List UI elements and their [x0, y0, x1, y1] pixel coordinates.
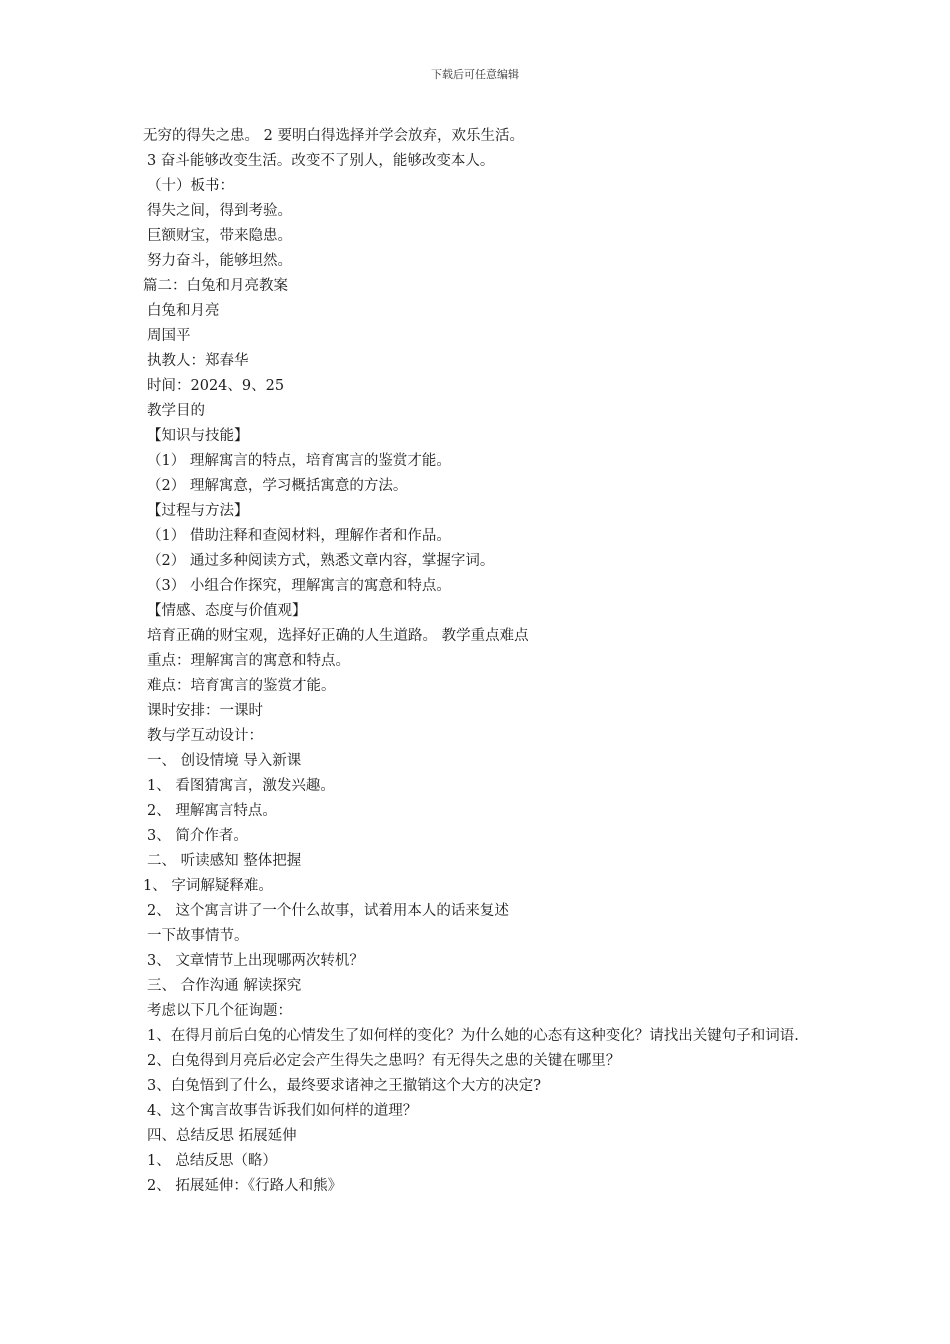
text-line: 3、 文章情节上出现哪两次转机？	[147, 953, 364, 969]
text-line: 周国平	[147, 328, 191, 344]
text-line: 4、这个寓言故事告诉我们如何样的道理？	[147, 1103, 418, 1119]
text-line: 难点：培育寓言的鉴赏才能。	[147, 678, 336, 694]
text-line: 3 奋斗能够改变生活。改变不了别人，能够改变本人。	[147, 153, 495, 169]
text-line: 二、 听读感知 整体把握	[147, 853, 302, 869]
page-header: 下载后可任意编辑	[431, 68, 519, 81]
text-line: 努力奋斗，能够坦然。	[147, 253, 292, 269]
text-line: 一下故事情节。	[147, 928, 249, 944]
text-line: 无穷的得失之患。 2 要明白得选择并学会放弃，欢乐生活。	[143, 128, 524, 144]
text-line: 教学目的	[147, 403, 205, 419]
text-line: 3、白兔悟到了什么，最终要求诸神之王撤销这个大方的决定?	[147, 1078, 541, 1094]
text-line: 1、 总结反思（略）	[147, 1153, 277, 1169]
text-line: 一、 创设情境 导入新课	[147, 753, 302, 769]
text-line: （十）板书：	[147, 178, 234, 194]
text-line: 2、 这个寓言讲了一个什么故事，试着用本人的话来复述	[147, 903, 509, 919]
text-line: 重点：理解寓言的寓意和特点。	[147, 653, 350, 669]
text-line: 执教人：郑春华	[147, 353, 249, 369]
text-line: （3） 小组合作探究，理解寓言的寓意和特点。	[147, 578, 451, 594]
text-line: 时间：2024、9、25	[147, 378, 285, 394]
text-line: 2、 拓展延伸：《行路人和熊》	[147, 1178, 343, 1194]
text-line: 教与学互动设计：	[147, 728, 263, 744]
text-line: 【过程与方法】	[147, 503, 249, 519]
text-line: 三、 合作沟通 解读探究	[147, 978, 302, 994]
text-line: 考虑以下几个征询题：	[147, 1003, 292, 1019]
document-body	[143, 124, 823, 1199]
text-line: 篇二：白兔和月亮教案	[143, 278, 288, 294]
text-line: 2、 理解寓言特点。	[147, 803, 277, 819]
text-line: 巨额财宝，带来隐患。	[147, 228, 292, 244]
text-line: 得失之间，得到考验。	[147, 203, 292, 219]
text-line: 1、 看图猜寓言，激发兴趣。	[147, 778, 335, 794]
text-line: 3、 简介作者。	[147, 828, 248, 844]
text-line: 【情感、态度与价值观】	[147, 603, 307, 619]
text-line: 1、 字词解疑释难。	[143, 878, 273, 894]
text-line: 课时安排：一课时	[147, 703, 263, 719]
text-line: （1） 理解寓言的特点，培育寓言的鉴赏才能。	[147, 453, 451, 469]
text-line: （1） 借助注释和查阅材料，理解作者和作品。	[147, 528, 451, 544]
text-line: 培育正确的财宝观，选择好正确的人生道路。 教学重点难点	[147, 628, 529, 644]
text-line: （2） 理解寓意，学习概括寓意的方法。	[147, 478, 408, 494]
text-line: 白兔和月亮	[147, 303, 220, 319]
text-line: 2、白兔得到月亮后必定会产生得失之患吗？有无得失之患的关键在哪里？	[147, 1053, 621, 1069]
text-line: 四、总结反思 拓展延伸	[147, 1128, 297, 1144]
text-line: 【知识与技能】	[147, 428, 249, 444]
text-line: （2） 通过多种阅读方式，熟悉文章内容，掌握字词。	[147, 553, 495, 569]
text-line: 1、在得月前后白兔的心情发生了如何样的变化？为什么她的心态有这种变化？请找出关键句子和词语.	[147, 1028, 799, 1044]
